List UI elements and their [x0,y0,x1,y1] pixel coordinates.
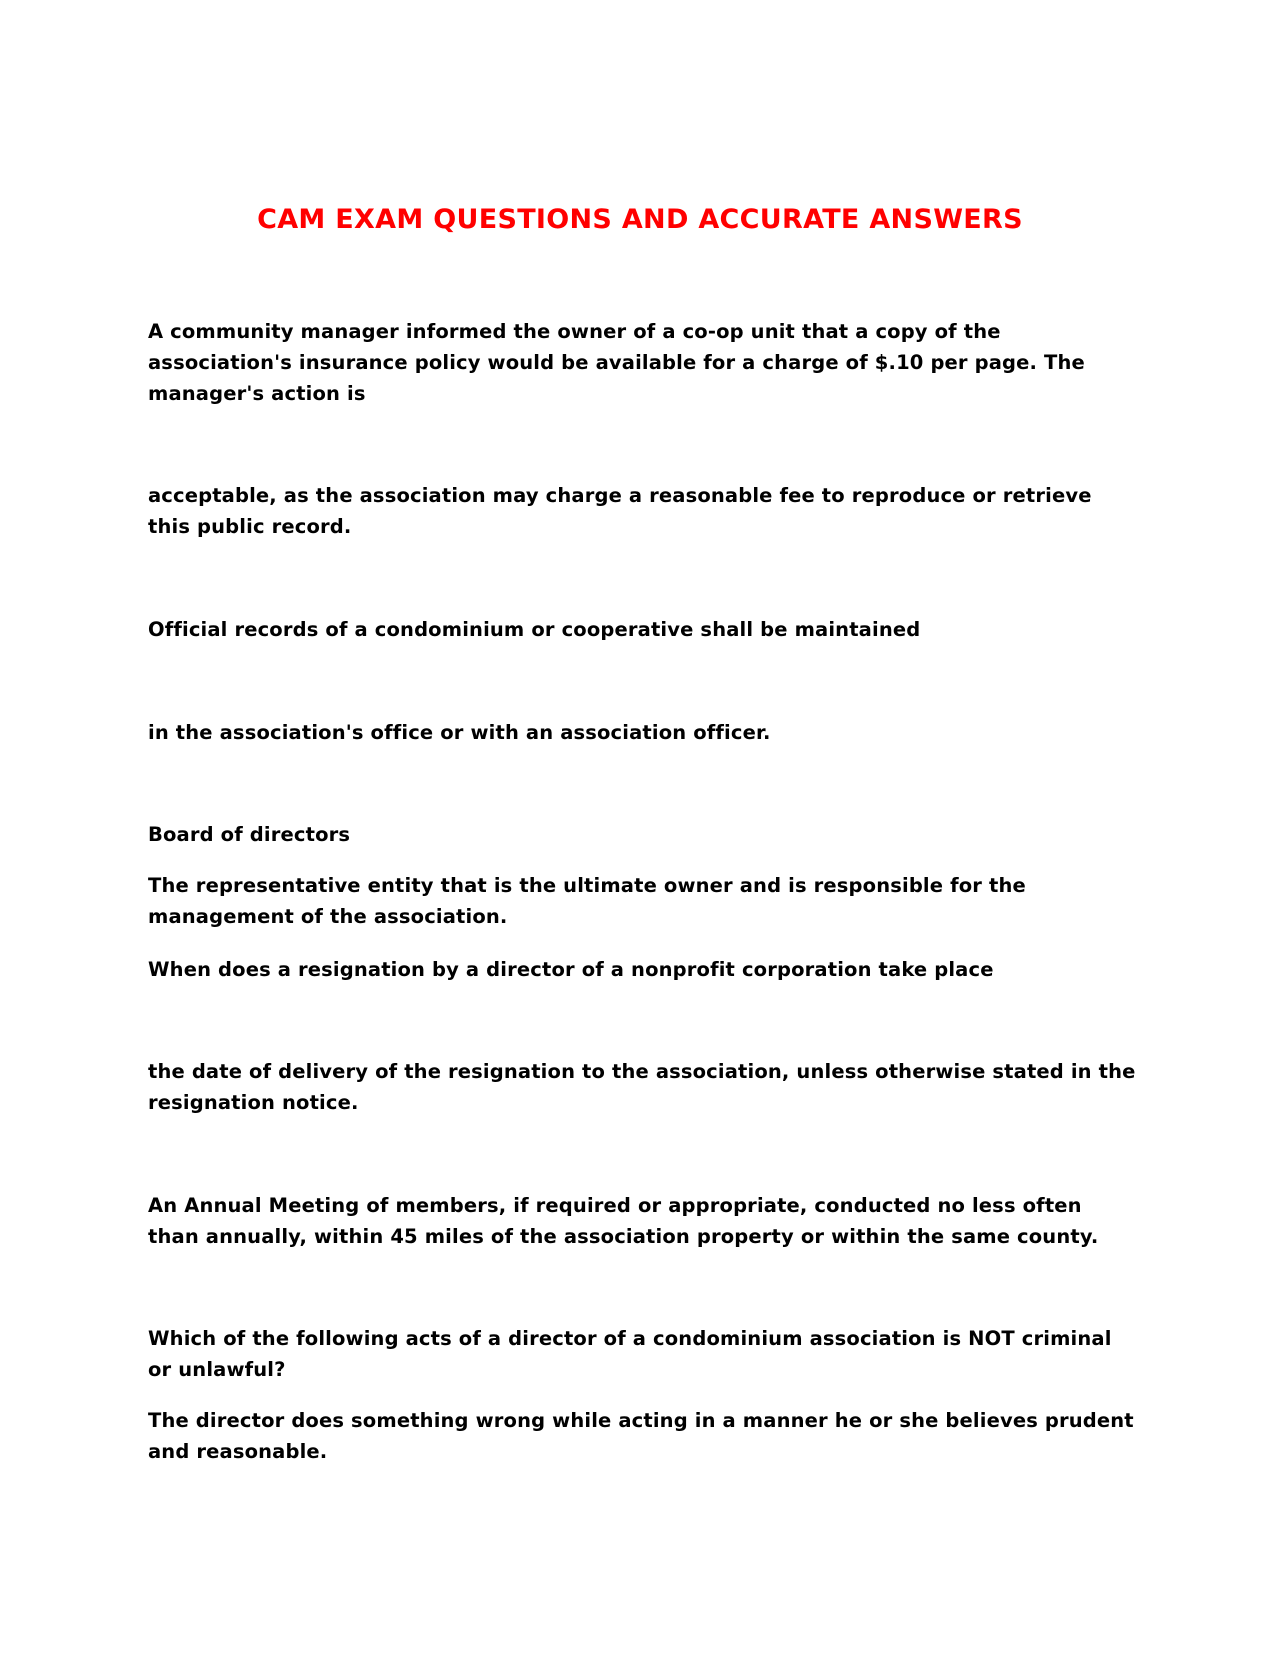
question-paragraph: A community manager informed the owner of a co-op unit that a copy of the association's insurance policy would be available for a charge of $.10 per page. The manager's action is [148,320,1085,405]
answer-paragraph: the date of delivery of the resignation to the association, unless otherwise stated in the resignation notice. [148,1060,1136,1114]
question-paragraph: When does a resignation by a director of a nonprofit corporation take place [148,958,994,981]
answer-paragraph: The director does something wrong while acting in a manner he or she believes prudent and reasonable. [148,1409,1134,1463]
answer-paragraph: acceptable, as the association may charge a reasonable fee to reproduce or retrieve this public record. [148,484,1092,538]
statement-paragraph: An Annual Meeting of members, if required or appropriate, conducted no less often than annually, within 45 miles of the association property or within the same county. [148,1194,1099,1248]
question-paragraph: Official records of a condominium or cooperative shall be maintained [148,618,921,641]
question-paragraph: Which of the following acts of a director of a condominium association is NOT criminal or unlawful? [148,1327,1112,1381]
answer-paragraph: in the association's office or with an association officer. [148,721,771,744]
answer-paragraph: The representative entity that is the ultimate owner and is responsible for the management of the association. [148,874,1026,928]
document-title: CAM EXAM QUESTIONS AND ACCURATE ANSWERS [257,204,1023,235]
question-paragraph: Board of directors [148,823,351,846]
